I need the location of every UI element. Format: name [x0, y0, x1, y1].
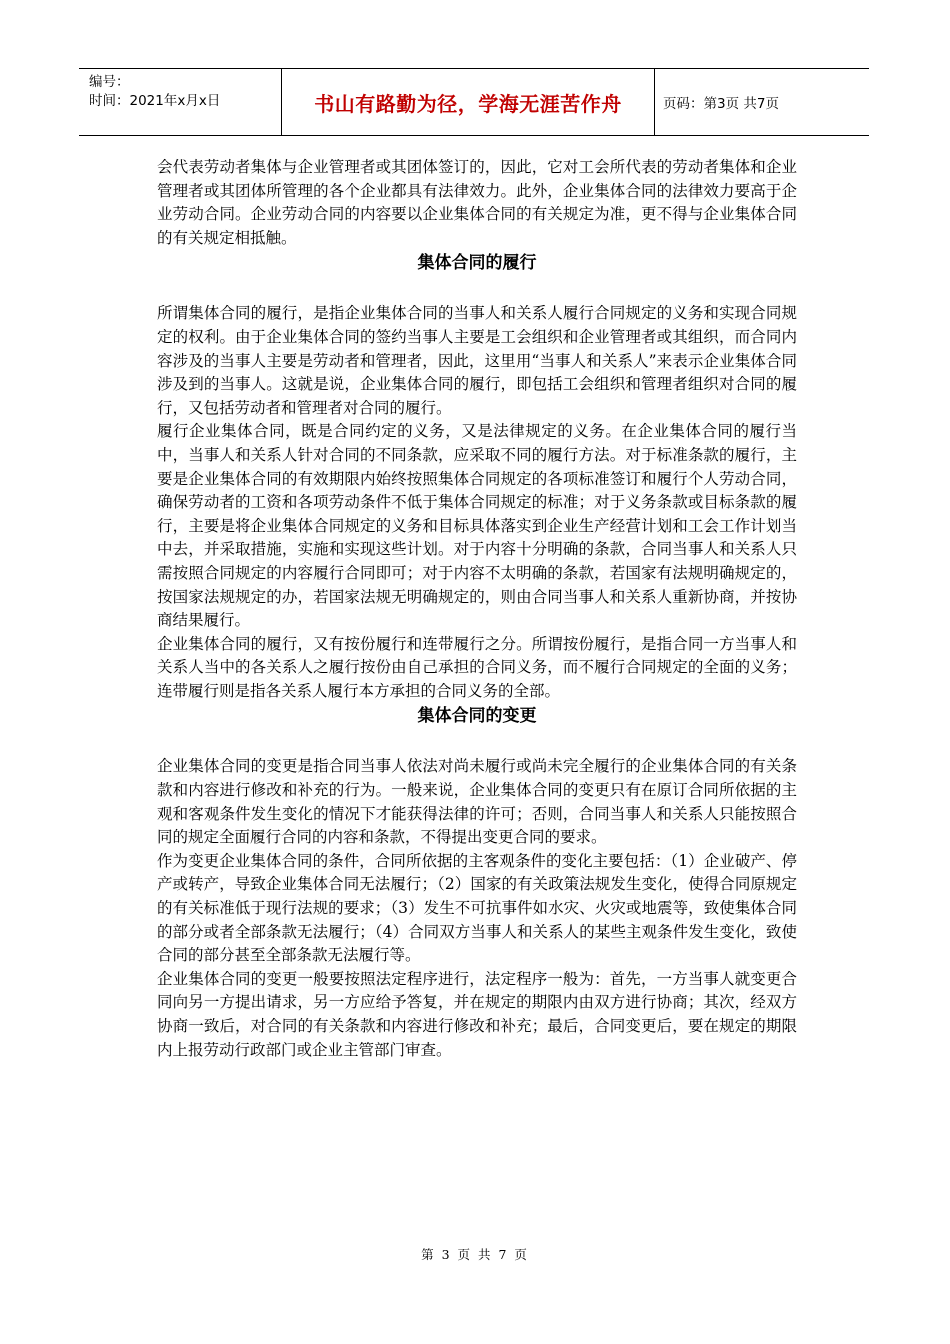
performance-paragraph-2: 履行企业集体合同，既是合同约定的义务，又是法律规定的义务。在企业集体合同的履行当中，当事人和关系人针对合同的不同条款，应采取不同的履行方法。对于标准条款的履行，主要是企业集体合同的有效期限内始终按照集体合同规定的各项标准签订和履行个人劳动合同，确保劳动者的工资和各项劳动条件不低于集体合同规定的标准；对于义务条款或目标条款的履行，主要是将企业集体合同规定的义务和目标具体落实到企业生产经营计划和工会工作计划当中去，并采取措施，实施和实现这些计划。对于内容十分明确的条款，合同当事人和关系人只需按照合同规定的内容履行合同即可；对于内容不太明确的条款，若国家有法规明确规定的，按国家法规规定的办，若国家法规无明确规定的，则由合同当事人和关系人重新协商，并按协商结果履行。 — [157, 422, 797, 630]
performance-paragraph-1: 所谓集体合同的履行，是指企业集体合同的当事人和关系人履行合同规定的义务和实现合同规定的权利。由于企业集体合同的签约当事人主要是工会组织和企业管理者或其组织，而合同内容涉及的当事人主要是劳动者和管理者，因此，这里用“当事人和关系人”来表示企业集体合同涉及到的当事人。这就是说，企业集体合同的履行，即包括工会组织和管理者组织对合同的履行，又包括劳动者和管理者对合同的履行。 — [157, 304, 797, 417]
change-paragraph-2: 作为变更企业集体合同的条件，合同所依据的主客观条件的变化主要包括：（1）企业破产、停产或转产，导致企业集体合同无法履行；（2）国家的有关政策法规发生变化，使得合同原规定的有关标准低于现行法规的要求；（3）发生不可抗事件如水灾、火灾或地震等，致使集体合同的部分或者全部条款无法履行；（4）合同双方当事人和关系人的某些主观条件发生变化，致使合同的部分甚至全部条款无法履行等。 — [157, 851, 797, 965]
section-spacer — [157, 276, 797, 302]
change-paragraph-1: 企业集体合同的变更是指合同当事人依法对尚未履行或尚未完全履行的企业集体合同的有关条款和内容进行修改和补充的行为。一般来说，企业集体合同的变更只有在原订合同所依据的主观和客观条件发生变化的情况下才能获得法律的许可；否则，合同当事人和关系人只能按照合同的规定全面履行合同的内容和条款，不得提出变更合同的要求。 — [157, 757, 797, 847]
section-heading-change: 集体合同的变更 — [417, 706, 537, 727]
page-header — [79, 68, 869, 136]
document-time: 时间：2021年x月x日 — [89, 93, 221, 109]
header-motto: 书山有路勤为径，学海无涯苦作舟 — [282, 69, 655, 135]
intro-paragraph: 会代表劳动者集体与企业管理者或其团体签订的，因此，它对工会所代表的劳动者集体和企业管理者或其团体所管理的各个企业都具有法律效力。此外，企业集体合同的法律效力要高于企业劳动合同。企业劳动合同的内容要以企业集体合同的有关规定为准，更不得与企业集体合同的有关规定相抵触。 — [157, 158, 797, 247]
page-footer: 第 3 页 共 7 页 — [421, 1247, 529, 1262]
document-code-label: 编号： — [89, 74, 130, 90]
header-meta — [79, 69, 282, 135]
section-heading-performance: 集体合同的履行 — [417, 253, 537, 274]
header-page-info: 页码：第3页 共7页 — [663, 96, 779, 112]
document-body — [157, 156, 797, 1062]
change-paragraph-3: 企业集体合同的变更一般要按照法定程序进行，法定程序一般为：首先，一方当事人就变更合同向另一方提出请求，另一方应给予答复，并在规定的期限内由双方进行协商；其次，经双方协商一致后，对合同的有关条款和内容进行修改和补充；最后，合同变更后，要在规定的期限内上报劳动行政部门或企业主管部门审查。 — [157, 969, 797, 1059]
performance-paragraph-3: 企业集体合同的履行，又有按份履行和连带履行之分。所谓按份履行，是指合同一方当事人和关系人当中的各关系人之履行按份由自己承担的合同义务，而不履行合同规定的全面的义务；连带履行则是指各关系人履行本方承担的合同义务的全部。 — [157, 634, 797, 700]
section-spacer — [157, 729, 797, 755]
